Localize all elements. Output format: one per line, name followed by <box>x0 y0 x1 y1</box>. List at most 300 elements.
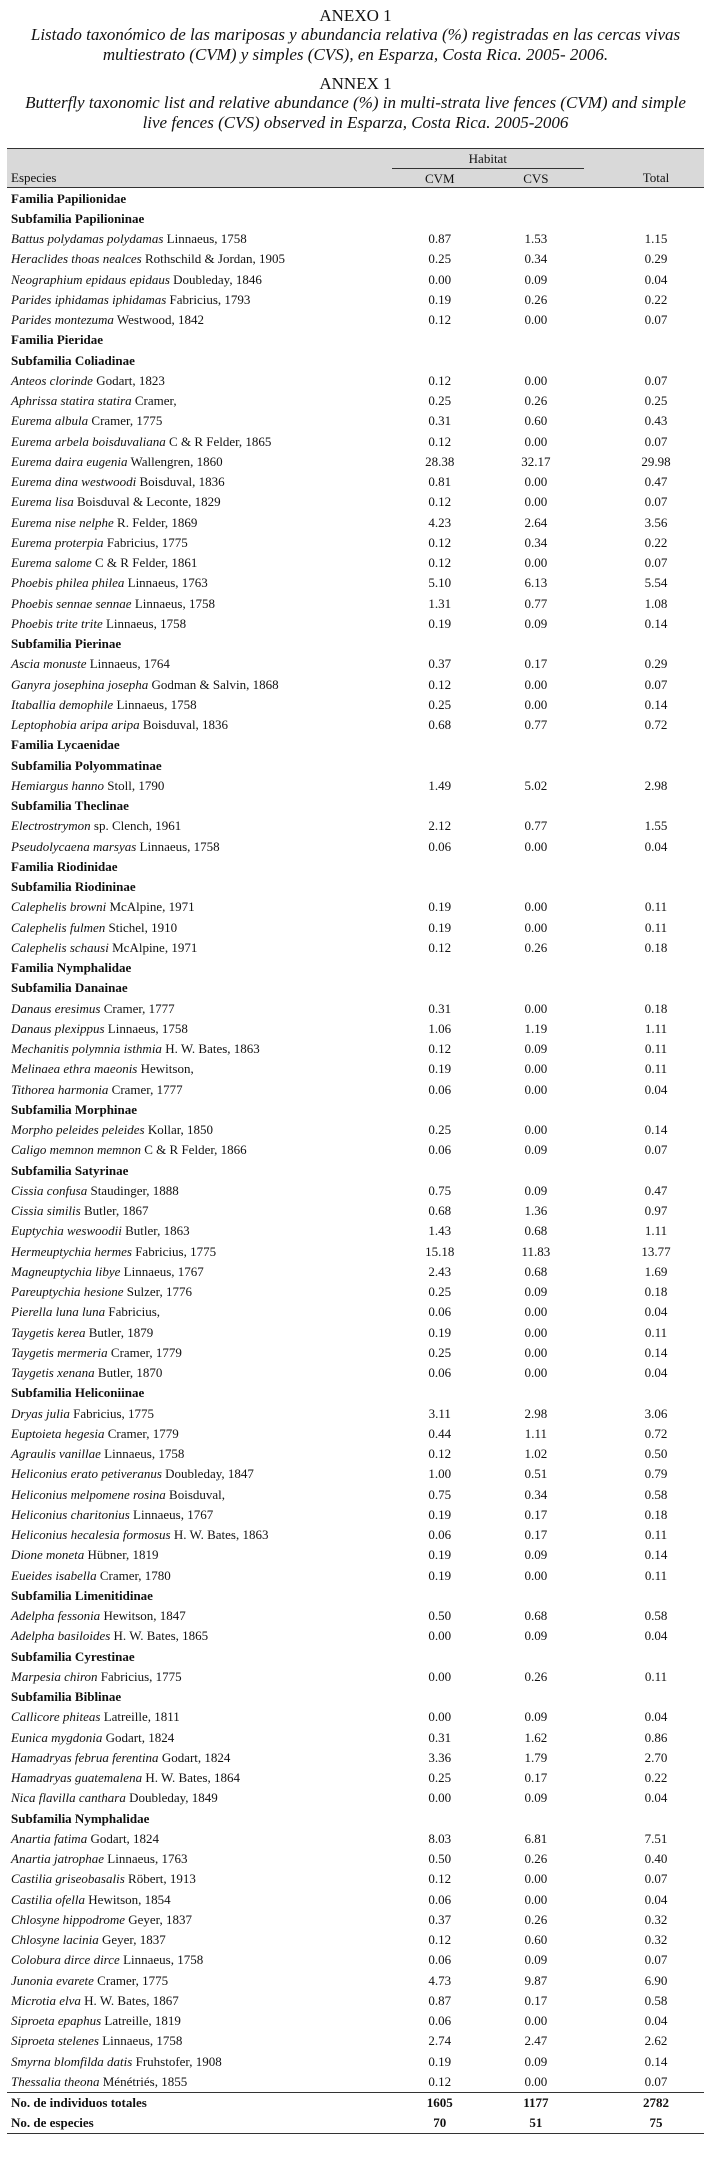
gap-cell <box>584 1525 608 1545</box>
species-cell <box>7 1140 368 1160</box>
table-row <box>7 1545 704 1565</box>
gap-cell <box>368 694 392 714</box>
cvs-value: 0.09 <box>524 1952 548 1968</box>
grand-total: 75 <box>608 2113 704 2134</box>
cvs-value: 0.00 <box>524 494 548 510</box>
table-row <box>7 2031 704 2051</box>
table-row <box>7 573 704 593</box>
species-name: Morpho peleides peleides <box>11 1122 145 1138</box>
cvm-value: 0.00 <box>428 1628 452 1644</box>
species-author: H. W. Bates, 1863 <box>161 1041 260 1057</box>
total-value: 3.56 <box>644 514 668 530</box>
cvm-value: 0.06 <box>428 2013 452 2029</box>
species-name: Battus polydamas polydamas <box>11 231 164 247</box>
cvm-value: 0.25 <box>428 1344 452 1360</box>
species-name: Calephelis browni <box>11 899 107 915</box>
table-row <box>7 2071 704 2092</box>
gap-cell <box>368 2031 392 2051</box>
cvs-value: 1.02 <box>524 1446 548 1462</box>
table-row <box>7 1768 704 1788</box>
gap-cell <box>368 613 392 633</box>
species-name: Hemiargus hanno <box>11 777 105 793</box>
subfamily-label: Subfamilia Papilioninae <box>11 210 145 226</box>
gap-cell <box>584 1849 608 1869</box>
table-row <box>7 1180 704 1200</box>
totals-row <box>7 2113 704 2134</box>
species-name: Eurema proterpia <box>11 534 104 550</box>
gap-cell <box>368 1079 392 1099</box>
total-value: 1.15 <box>644 231 668 247</box>
species-author: Cramer, 1779 <box>104 1425 179 1441</box>
table-row <box>7 613 704 633</box>
species-cell <box>7 1039 368 1059</box>
total-value: 0.14 <box>644 696 668 712</box>
subfamily-row <box>7 208 704 228</box>
total-value: 1.11 <box>644 1223 668 1239</box>
family-label: Familia Lycaenidae <box>11 737 120 753</box>
gap-cell <box>584 391 608 411</box>
gap-cell <box>368 1504 392 1524</box>
gap-cell <box>584 472 608 492</box>
gap-cell <box>368 370 392 390</box>
gap-cell <box>584 1241 608 1261</box>
total-value: 0.14 <box>644 2053 668 2069</box>
table-row <box>7 1788 704 1808</box>
table-row <box>7 897 704 917</box>
cvm-value: 0.00 <box>428 1668 452 1684</box>
species-name: Pseudolycaena marsyas <box>11 838 137 854</box>
cvs-value: 0.09 <box>524 1790 548 1806</box>
cvm-value: 0.25 <box>428 1122 452 1138</box>
species-cell <box>7 1221 368 1241</box>
total-value: 0.18 <box>644 1000 668 1016</box>
gap-cell <box>584 1666 608 1686</box>
cvs-value: 0.26 <box>524 1851 548 1867</box>
total-value: 0.25 <box>644 393 668 409</box>
species-name: Cissia similis <box>11 1203 81 1219</box>
species-cell <box>7 451 368 471</box>
species-name: Anteos clorinde <box>11 372 93 388</box>
species-name: Siproeta epaphus <box>11 2013 102 2029</box>
gap-cell <box>368 1950 392 1970</box>
cvm-value: 0.19 <box>428 1567 452 1583</box>
total-value: 0.07 <box>644 676 668 692</box>
species-cell <box>7 674 368 694</box>
total-value: 0.86 <box>644 1729 668 1745</box>
cvs-value: 0.00 <box>524 1891 548 1907</box>
table-row <box>7 1666 704 1686</box>
species-author: Kollar, 1850 <box>144 1122 214 1138</box>
species-cell <box>7 1768 368 1788</box>
species-cell <box>7 998 368 1018</box>
gap-cell <box>368 1302 392 1322</box>
table-row <box>7 1504 704 1524</box>
species-author: Geyer, 1837 <box>98 1932 166 1948</box>
species-author: H. W. Bates, 1867 <box>80 1992 179 2008</box>
species-name: Caligo memnon memnon <box>11 1142 141 1158</box>
gap-cell <box>584 1747 608 1767</box>
gap-cell <box>368 492 392 512</box>
total-value: 0.04 <box>644 2013 668 2029</box>
species-author: Doubleday, 1847 <box>161 1466 254 1482</box>
cvm-value: 0.31 <box>428 413 452 429</box>
total-value: 1.08 <box>644 595 668 611</box>
cvs-value: 1.36 <box>524 1203 548 1219</box>
species-cell <box>7 472 368 492</box>
species-author: Linnaeus, 1764 <box>86 656 170 672</box>
species-cell <box>7 1950 368 1970</box>
species-name: Phoebis sennae sennae <box>11 595 132 611</box>
subfamily-row <box>7 1808 704 1828</box>
gap-cell <box>584 1140 608 1160</box>
total-value: 0.47 <box>644 474 668 490</box>
table-row <box>7 1525 704 1545</box>
table-row <box>7 1039 704 1059</box>
gap-cell <box>584 1909 608 1929</box>
gap-cell <box>368 1545 392 1565</box>
cvs-value: 5.02 <box>524 777 548 793</box>
table-row <box>7 1423 704 1443</box>
cvm-header: CVM <box>392 169 488 188</box>
gap-cell <box>584 998 608 1018</box>
species-cell <box>7 1302 368 1322</box>
species-name: Ganyra josephina josepha <box>11 676 149 692</box>
gap-cell <box>584 715 608 735</box>
species-name: Neographium epidaus epidaus <box>11 271 170 287</box>
gap-cell <box>584 1869 608 1889</box>
total-value: 5.54 <box>644 575 668 591</box>
cvm-value: 4.73 <box>428 1972 452 1988</box>
species-author: Stichel, 1910 <box>105 919 178 935</box>
subfamily-label: Subfamilia Morphinae <box>11 1101 138 1117</box>
gap-cell <box>368 1018 392 1038</box>
total-value: 0.50 <box>644 1446 668 1462</box>
total-value: 0.72 <box>644 1425 668 1441</box>
gap-cell <box>368 411 392 431</box>
subfamily-label: Subfamilia Biblinae <box>11 1689 122 1705</box>
family-label: Familia Riodinidae <box>11 858 118 874</box>
gap-cell <box>368 1423 392 1443</box>
cvs-value: 0.00 <box>524 1081 548 1097</box>
table-row <box>7 1302 704 1322</box>
species-cell <box>7 836 368 856</box>
gap-cell <box>584 1484 608 1504</box>
gap-cell <box>584 694 608 714</box>
species-author: Cramer, 1780 <box>96 1567 171 1583</box>
total-value: 0.14 <box>644 1344 668 1360</box>
cvs-value: 0.26 <box>524 291 548 307</box>
species-cell <box>7 593 368 613</box>
table-row <box>7 1079 704 1099</box>
total-value: 1.69 <box>644 1263 668 1279</box>
cvm-value: 0.25 <box>428 393 452 409</box>
species-author: Wallengren, 1860 <box>127 453 223 469</box>
species-author: Godart, 1824 <box>102 1729 175 1745</box>
total-value: 0.29 <box>644 656 668 672</box>
table-row <box>7 229 704 249</box>
total-value: 0.18 <box>644 1284 668 1300</box>
cvm-value: 0.25 <box>428 251 452 267</box>
species-cell <box>7 1342 368 1362</box>
cvm-value: 0.06 <box>428 1891 452 1907</box>
total-value: 7.51 <box>644 1830 668 1846</box>
cvs-value: 0.09 <box>524 615 548 631</box>
gap-cell <box>368 1768 392 1788</box>
species-author: Butler, 1867 <box>80 1203 149 1219</box>
gap-cell <box>368 269 392 289</box>
table-row <box>7 1747 704 1767</box>
gap-cell <box>368 532 392 552</box>
gap-cell <box>368 775 392 795</box>
species-name: Siproeta stelenes <box>11 2033 99 2049</box>
species-name: Eurema lisa <box>11 494 74 510</box>
cvs-value: 0.60 <box>524 1932 548 1948</box>
table-row <box>7 411 704 431</box>
table-row <box>7 1221 704 1241</box>
gap-cell <box>368 451 392 471</box>
cvs-value: 6.13 <box>524 575 548 591</box>
table-row <box>7 1930 704 1950</box>
species-name: Hamadryas februa ferentina <box>11 1749 159 1765</box>
gap-cell <box>584 431 608 451</box>
cvs-value: 0.00 <box>524 899 548 915</box>
species-name: Taygetis kerea <box>11 1324 86 1340</box>
subfamily-label: Subfamilia Coliadinae <box>11 352 135 368</box>
table-row <box>7 694 704 714</box>
gap-cell <box>368 1606 392 1626</box>
es-title: ANEXO 1 <box>319 6 392 25</box>
species-author: McAlpine, 1971 <box>106 899 195 915</box>
gap-cell <box>368 1363 392 1383</box>
species-name: Adelpha fessonia <box>11 1608 101 1624</box>
species-name: Eurema daira eugenia <box>11 453 128 469</box>
gap-cell <box>584 1768 608 1788</box>
cvm-value: 0.12 <box>428 312 452 328</box>
family-label: Familia Nymphalidae <box>11 960 132 976</box>
species-author: Linnaeus, 1758 <box>131 595 215 611</box>
species-name: Electrostrymon <box>11 818 91 834</box>
species-cell <box>7 370 368 390</box>
gap-cell <box>368 1444 392 1464</box>
species-cell <box>7 1241 368 1261</box>
cvs-value: 0.51 <box>524 1466 548 1482</box>
cvm-value: 0.12 <box>428 555 452 571</box>
family-row <box>7 330 704 350</box>
gap-cell <box>368 573 392 593</box>
species-author: Linnaeus, 1758 <box>113 696 197 712</box>
cvm-value: 0.19 <box>428 1547 452 1563</box>
species-author: H. W. Bates, 1865 <box>110 1628 209 1644</box>
species-cell <box>7 816 368 836</box>
table-row <box>7 1322 704 1342</box>
gap-cell <box>368 897 392 917</box>
cvm-value: 0.12 <box>428 676 452 692</box>
cvm-value: 0.50 <box>428 1851 452 1867</box>
cvs-value: 0.09 <box>524 2053 548 2069</box>
cvm-value: 3.11 <box>428 1405 451 1421</box>
species-cell <box>7 1930 368 1950</box>
table-row <box>7 937 704 957</box>
table-row <box>7 1869 704 1889</box>
species-name: Taygetis xenana <box>11 1365 95 1381</box>
species-cell <box>7 1889 368 1909</box>
gap-cell <box>368 1970 392 1990</box>
gap-cell <box>368 593 392 613</box>
cvm-total: 1605 <box>392 2092 488 2113</box>
cvs-value: 0.26 <box>524 1911 548 1927</box>
cvm-value: 0.12 <box>428 939 452 955</box>
species-author: Cramer, 1777 <box>108 1081 183 1097</box>
gap-cell <box>584 1282 608 1302</box>
cvs-value: 0.34 <box>524 534 548 550</box>
species-name: Eurema dina westwoodi <box>11 474 137 490</box>
cvm-value: 5.10 <box>428 575 452 591</box>
gap-cell <box>584 553 608 573</box>
table-row <box>7 1201 704 1221</box>
cvm-value: 0.06 <box>428 1527 452 1543</box>
gap-cell <box>584 249 608 269</box>
gap-cell <box>584 229 608 249</box>
species-name: Eurema salome <box>11 555 92 571</box>
species-name: Thessalia theona <box>11 2073 100 2089</box>
species-cell <box>7 1727 368 1747</box>
totals-row <box>7 2092 704 2113</box>
gap-cell <box>584 1423 608 1443</box>
cvs-value: 0.17 <box>524 1506 548 1522</box>
cvs-value: 6.81 <box>524 1830 548 1846</box>
species-name: Junonia evarete <box>11 1972 94 1988</box>
en-title: ANNEX 1 <box>319 74 392 93</box>
gap-cell <box>584 1444 608 1464</box>
cvs-value: 0.00 <box>524 2073 548 2089</box>
cvs-value: 0.09 <box>524 271 548 287</box>
cvm-total: 70 <box>392 2113 488 2134</box>
gap-cell <box>368 1261 392 1281</box>
gap-cell <box>368 1747 392 1767</box>
species-cell <box>7 1504 368 1524</box>
cvs-value: 0.34 <box>524 251 548 267</box>
total-value: 0.22 <box>644 534 668 550</box>
species-name: Castilia ofella <box>11 1891 86 1907</box>
species-author: Stoll, 1790 <box>104 777 165 793</box>
subfamily-label: Subfamilia Danainae <box>11 980 128 996</box>
cvs-value: 0.00 <box>524 555 548 571</box>
cvm-value: 0.37 <box>428 656 452 672</box>
subfamily-label: Subfamilia Theclinae <box>11 798 129 814</box>
species-author: Hewitson, <box>137 1061 194 1077</box>
subfamily-row <box>7 978 704 998</box>
cvm-value: 0.00 <box>428 1790 452 1806</box>
cvm-value: 0.31 <box>428 1729 452 1745</box>
species-name: Microtia elva <box>11 1992 81 2008</box>
gap-cell <box>584 917 608 937</box>
table-row <box>7 553 704 573</box>
cvs-value: 11.83 <box>521 1243 551 1259</box>
cvm-value: 0.19 <box>428 1324 452 1340</box>
gap-cell <box>584 613 608 633</box>
cvm-value: 2.43 <box>428 1263 452 1279</box>
species-name: Pareuptychia hesione <box>11 1284 124 1300</box>
gap-cell <box>584 674 608 694</box>
cvm-value: 0.87 <box>428 231 452 247</box>
species-author: Cramer, <box>131 393 177 409</box>
species-name: Nica flavilla canthara <box>11 1790 126 1806</box>
table-row <box>7 1909 704 1929</box>
total-value: 3.06 <box>644 1405 668 1421</box>
subfamily-row <box>7 796 704 816</box>
species-cell <box>7 1869 368 1889</box>
cvs-value: 1.19 <box>524 1020 548 1036</box>
cvs-value: 0.00 <box>524 1871 548 1887</box>
table-row <box>7 1889 704 1909</box>
table-row <box>7 593 704 613</box>
species-author: Linnaeus, 1758 <box>136 838 220 854</box>
species-cell <box>7 492 368 512</box>
species-cell <box>7 1666 368 1686</box>
gap-cell <box>584 816 608 836</box>
cvm-value: 0.37 <box>428 1911 452 1927</box>
cvs-value: 0.00 <box>524 2013 548 2029</box>
gap-cell <box>368 998 392 1018</box>
gap-cell <box>584 1302 608 1322</box>
species-cell <box>7 2011 368 2031</box>
gap-cell <box>368 1626 392 1646</box>
total-value: 0.11 <box>644 1527 668 1543</box>
species-name: Parides iphidamas iphidamas <box>11 291 167 307</box>
gap-cell <box>368 1849 392 1869</box>
table-row <box>7 1241 704 1261</box>
gap-cell <box>584 1221 608 1241</box>
species-author: Godman & Salvin, 1868 <box>148 676 279 692</box>
species-cell <box>7 1707 368 1727</box>
gap-cell <box>584 1201 608 1221</box>
total-value: 0.58 <box>644 1992 668 2008</box>
species-name: Magneuptychia libye <box>11 1263 121 1279</box>
table-row <box>7 1059 704 1079</box>
species-cell <box>7 573 368 593</box>
cvm-value: 0.06 <box>428 1142 452 1158</box>
species-name: Leptophobia aripa aripa <box>11 717 140 733</box>
gap-cell <box>368 1525 392 1545</box>
cvs-value: 0.00 <box>524 838 548 854</box>
gap-cell <box>584 310 608 330</box>
species-name: Mechanitis polymnia isthmia <box>11 1041 162 1057</box>
cvm-value: 0.12 <box>428 433 452 449</box>
species-cell <box>7 1849 368 1869</box>
total-value: 0.07 <box>644 555 668 571</box>
gap-cell <box>368 1990 392 2010</box>
species-author: Linnaeus, 1758 <box>163 231 247 247</box>
table-row <box>7 1403 704 1423</box>
total-value: 0.07 <box>644 2073 668 2089</box>
table-row <box>7 451 704 471</box>
cvs-value: 1.62 <box>524 1729 548 1745</box>
table-row <box>7 532 704 552</box>
gap-cell <box>584 2011 608 2031</box>
gap-cell <box>368 289 392 309</box>
species-name: Euptoieta hegesia <box>11 1425 105 1441</box>
species-author: Linnaeus, 1758 <box>119 1952 204 1968</box>
species-cell <box>7 553 368 573</box>
cvs-value: 0.09 <box>524 1709 548 1725</box>
table-row <box>7 1484 704 1504</box>
species-name: Smyrna blomfilda datis <box>11 2053 133 2069</box>
cvs-value: 0.34 <box>524 1486 548 1502</box>
species-name: Agraulis vanillae <box>11 1446 101 1462</box>
cvs-value: 0.26 <box>524 393 548 409</box>
subfamily-row <box>7 755 704 775</box>
cvm-value: 0.44 <box>428 1425 452 1441</box>
